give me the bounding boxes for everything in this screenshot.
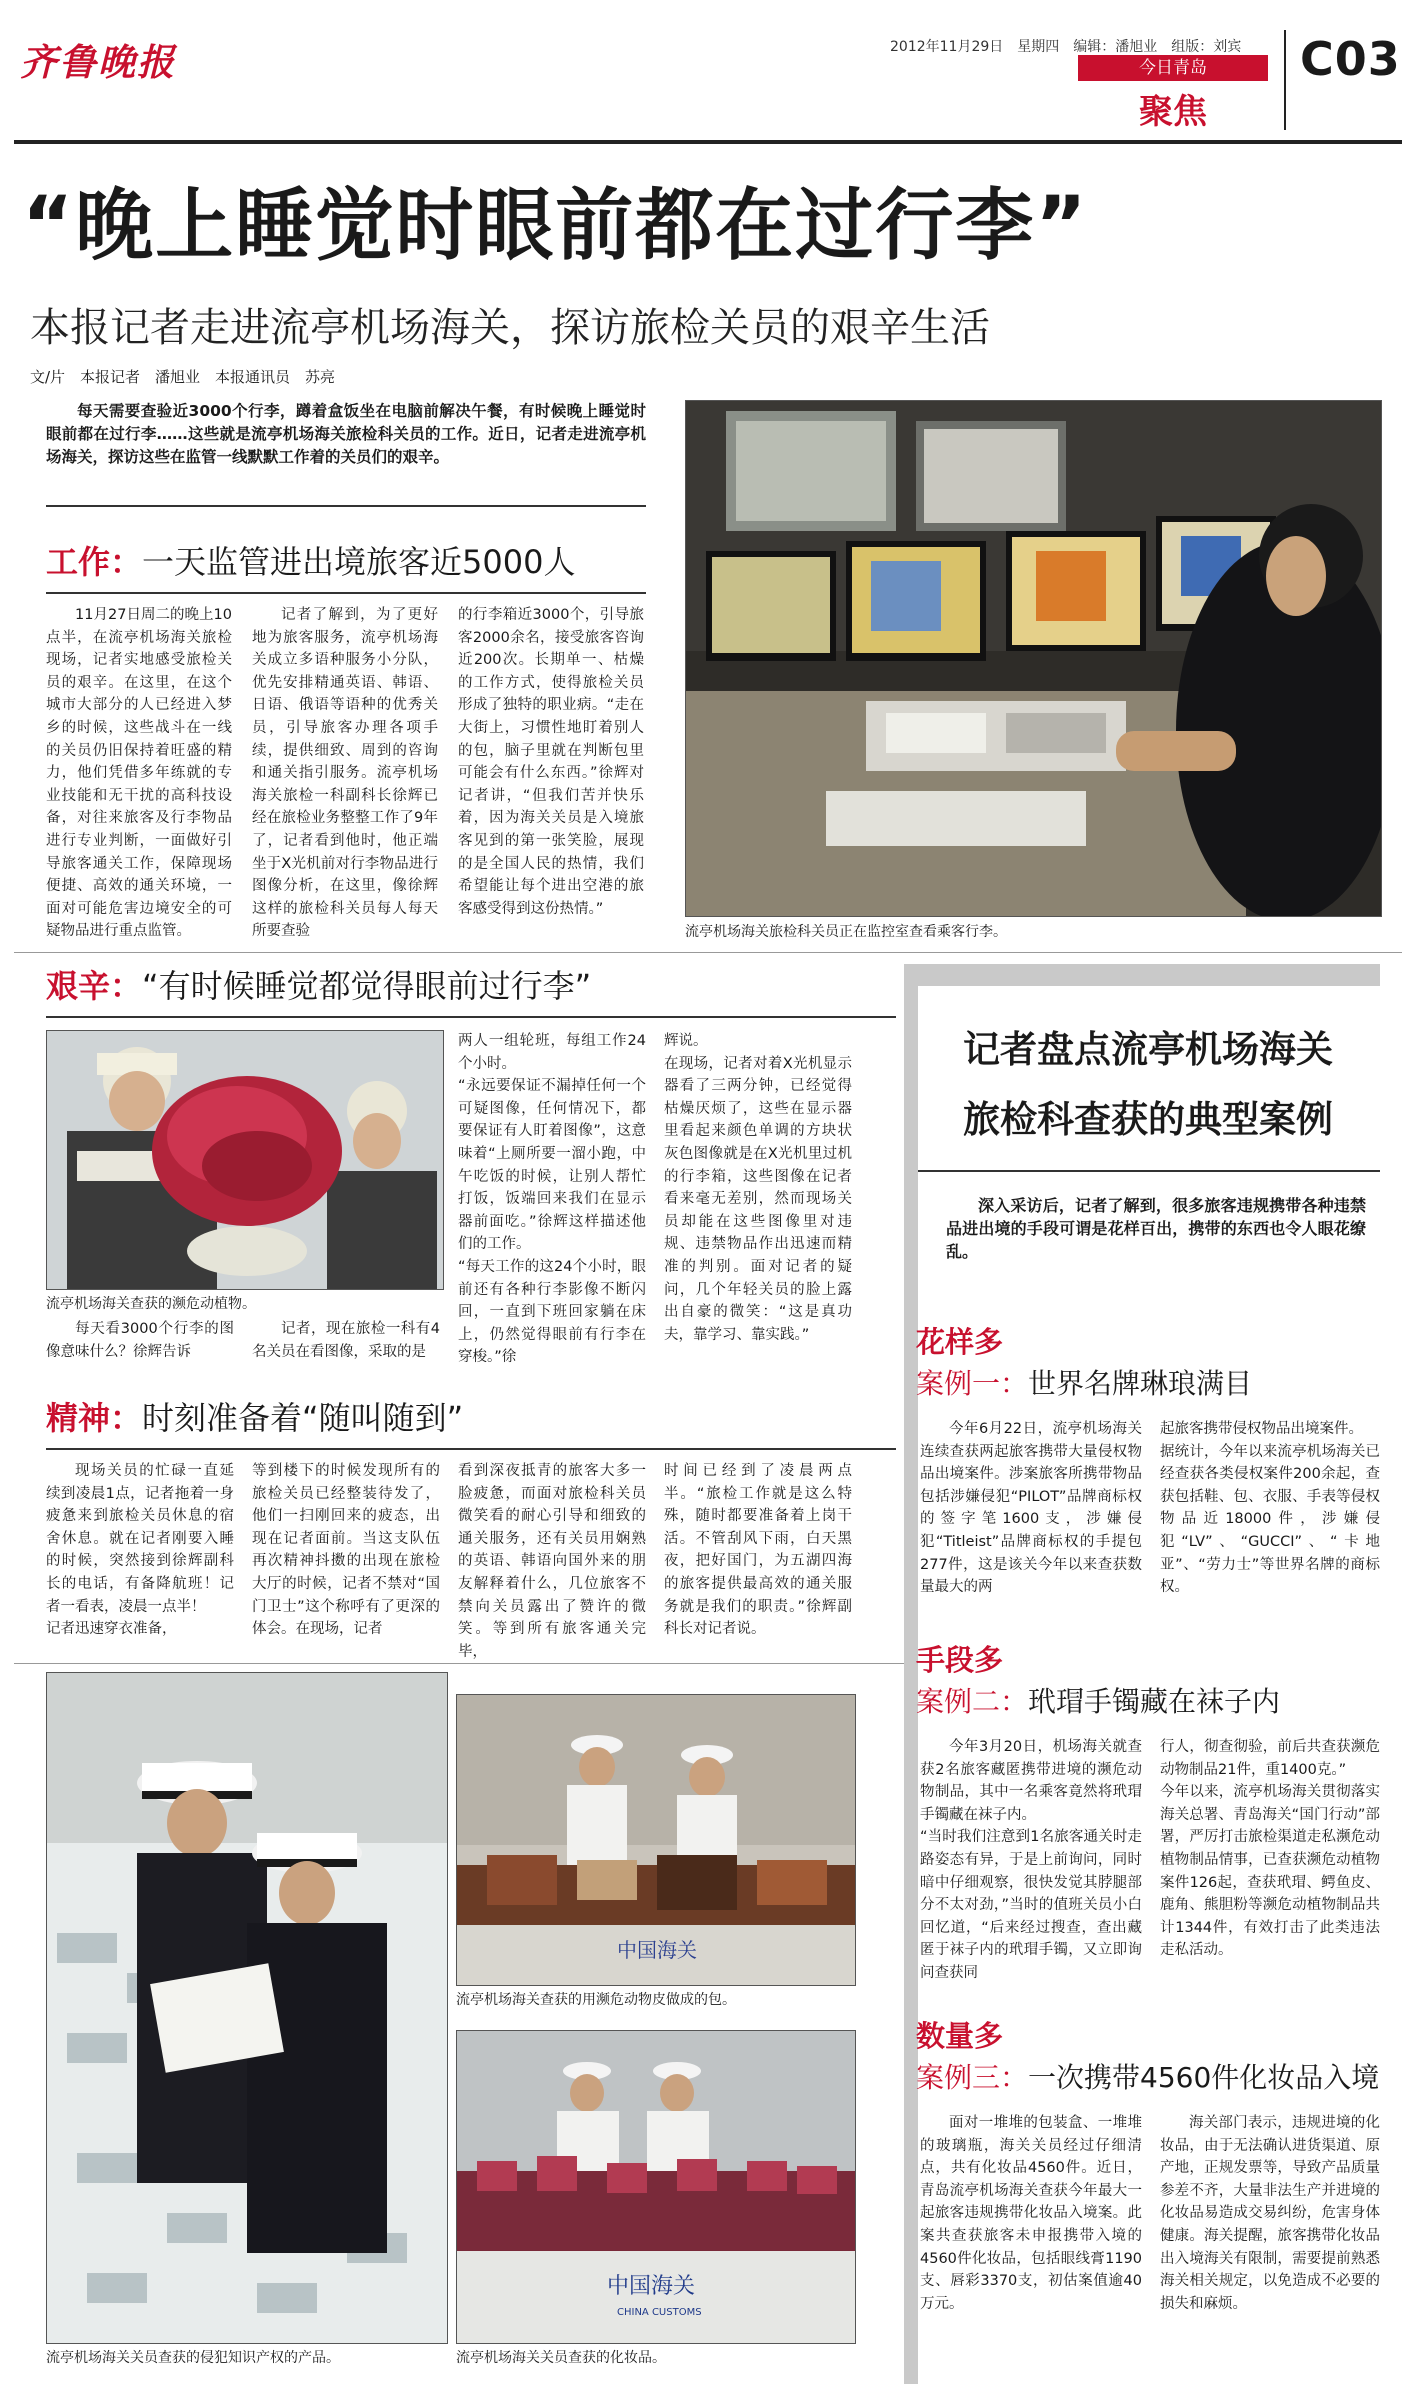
case3-heading (916, 2060, 1379, 2096)
case2-title: 玳瑁手镯藏在袜子内 (1028, 1685, 1281, 1718)
sec3-heading-label: 精神： (46, 1399, 143, 1437)
sec2-photo-caption: 流亭机场海关查获的濒危动植物。 (46, 1296, 256, 1312)
sec2-col2-tail: 记者，现在旅检一科有4名关员在看图像，采取的是 (252, 1321, 440, 1360)
sec2-col3: 两人一组轮班，每组工作24个小时。 “永远要保证不漏掉任何一个可疑图像，任何情况下，都要保证有人盯着图像”，这意味着“上厕所要一溜小跑，中午吃饭的时候，让别人帮忙打饭，饭端回来我们在显示器前面吃。”徐辉这样描述他们的工作。 “每天工作的这24个小时，眼前还有各种行李影像不断闪回，一直到下班回家躺在床上，仍然觉得眼前有行李在穿梭。”徐 (458, 1033, 646, 1366)
sec1-heading-title: 一天监管进出境旅客近5000人 (142, 543, 576, 581)
sec2-heading (46, 966, 591, 1006)
case3-col2: 海关部门表示，违规进境的化妆品，由于无法确认进货渠道、原产地，正规发票等，导致产品质量参差不齐，大量非法生产并进境的化妆品易造成交易纠纷，危害身体健康。海关提醒，旅客携带化妆品出入境海关有限制，需要提前熟悉海关相关规定，以免造成不必要的损失和麻烦。 (1160, 2115, 1380, 2312)
sec3-col2: 等到楼下的时候发现所有的旅检关员已经整装待发了，他们一扫刚回来的疲态，出现在记者面前。当这支队伍再次精神抖擞的出现在旅检大厅的时候，记者不禁对“国门卫士”这个称呼有了更深的体会。在现场，记者 (252, 1463, 440, 1638)
sec3-rule (46, 1448, 896, 1450)
sec1-heading (46, 542, 575, 582)
case2-label: 案例二： (916, 1685, 1029, 1718)
photo-xray-monitor-room-art (686, 401, 1381, 916)
photo-endangered-coral-art (47, 1031, 443, 1289)
photo-endangered-coral (46, 1030, 444, 1290)
caption-animal-skin-bags: 流亭机场海关查获的用濒危动物皮做成的包。 (456, 1992, 736, 2008)
masthead-rule (14, 140, 1402, 144)
customs-sign-2: 中国海关 (607, 2274, 696, 2299)
photo-main-caption: 流亭机场海关旅检科关员正在监控室查看乘客行李。 (685, 924, 1007, 940)
section-name: 聚焦 (1139, 92, 1207, 132)
subheadline: 本报记者走进流亭机场海关，探访旅检关员的艰辛生活 (30, 305, 990, 351)
case2-heading (916, 1684, 1280, 1720)
sec2-heading-title: “有时候睡觉都觉得眼前过行李” (142, 967, 592, 1005)
sec2-heading-label: 艰辛： (46, 967, 143, 1005)
photo-cosmetics (456, 2030, 856, 2344)
sec1-col1: 11月27日周二的晚上10点半，在流亭机场海关旅检现场，记者实地感受旅检关员的艰辛。在这里，在这个城市大部分的人已经进入梦乡的时候，这些战斗在一线的关员仍旧保持着旺盛的精力，他们凭借多年练就的专业技能和无干扰的高科技设备，对往来旅客及行李物品进行专业判断，一面做好引导旅客通关工作，保障现场便捷、高效的通关环境，一面对可能危害边境安全的可疑物品进行重点监管。 (46, 607, 232, 940)
case2-col1: 今年3月20日，机场海关就查获2名旅客藏匿携带进境的濒危动物制品，其中一名乘客竟然将玳瑁手镯藏在袜子内。 “当时我们注意到1名旅客通关时走路姿态有异，于是上前询问，同时暗中仔细观察，很快发觉其脖腿部分不太对劲，”当时的值班关员小白回忆道，“后来经过搜查，查出藏匿于袜子内的玳瑁手镯，又立即询问查获同 (920, 1739, 1142, 1981)
byline: 文/片 本报记者 潘旭业 本报通讯员 苏亮 (30, 368, 336, 386)
sec2-col4: 辉说。 在现场，记者对着X光机显示器看了三两分钟，已经觉得枯燥厌烦了，这些在显示器里看起来颜色单调的方块状灰色图像就是在X光机里过机的行李箱，这些图像在记者看来毫无差别，然而现场关员却能在这些图像里对违规、违禁物品作出迅速而精准的判别。面对记者的疑问，几个年轻关员的脸上露出自豪的微笑：“这是真功夫，靠学习、靠实践。” (664, 1033, 852, 1343)
photo-animal-skin-bags (456, 1694, 856, 1986)
sec3-heading-title: 时刻准备着“随叫随到” (142, 1399, 464, 1437)
sec3-heading (46, 1398, 463, 1438)
customs-sign-1: 中国海关 (617, 1938, 697, 1962)
sec1-col3: 的行李箱近3000个，引导旅客2000余名，接受旅客咨询近200次。长期单一、枯燥的工作方式，使得旅检关员形成了独特的职业病。“走在大街上，习惯性地盯着别人的包，脑子里就在判断包里可能会有什么东西。”徐辉对记者讲，“但我们苦并快乐着，因为海关关员是入境旅客见到的第一张笑脸，展现的是全国人民的热情，我们希望能让每个进出空港的旅客感受得到这份热情。” (458, 607, 644, 917)
sec3-col3: 看到深夜抵青的旅客大多一脸疲惫，而面对旅检科关员微笑看的耐心引导和细致的通关服务，还有关员用娴熟的英语、韩语向国外来的朋友解释着什么，几位旅客不禁向关员露出了赞许的微笑。等到所有旅客通关完毕， (458, 1463, 646, 1660)
case3-label: 案例三： (916, 2061, 1029, 2094)
date-line: 2012年11月29日 星期四 编辑：潘旭业 组版：刘宾 (890, 39, 1242, 55)
case1-heading (916, 1366, 1252, 1402)
photo-counterfeit-goods-art (47, 1673, 447, 2343)
sidebar-title-line1: 记者盘点流亭机场海关 (963, 1028, 1333, 1071)
photo-cosmetics-art (457, 2031, 855, 2343)
section-badge: 今日青岛 (1078, 55, 1268, 81)
sec1-rule (46, 592, 646, 594)
case1-label: 案例一： (916, 1367, 1029, 1400)
sec1-col2: 记者了解到，为了更好地为旅客服务，流亭机场海关成立多语种服务小分队，优先安排精通英语、韩语、日语、俄语等语种的优秀关员，引导旅客办理各项手续，提供细致、周到的咨询和通关指引服务。流亭机场海关旅检一科副科长徐辉已经在旅检业务整整工作了9年了，记者看到他时，他正端坐于X光机前对行李物品进行图像分析，在这里，像徐辉这样的旅检科关员每人每天所要查验 (252, 607, 438, 940)
sec1-bottom-rule (14, 952, 1402, 953)
case3-title: 一次携带4560件化妆品入境 (1028, 2061, 1380, 2094)
sidebar-intro: 深入采访后，记者了解到，很多旅客违规携带各种违禁品进出境的手段可谓是花样百出，携带的东西也令人眼花缭乱。 (946, 1196, 1366, 1261)
photo-counterfeit-goods (46, 1672, 448, 2344)
sec1-heading-label: 工作： (46, 543, 143, 581)
newspaper-logo: 齐鲁晚报 (20, 40, 176, 84)
caption-counterfeit-goods: 流亭机场海关关员查获的侵犯知识产权的产品。 (46, 2350, 340, 2366)
headline: “晚上睡觉时眼前都在过行李” (22, 181, 1089, 271)
sec3-col1: 现场关员的忙碌一直延续到凌晨1点，记者拖着一身疲惫来到旅检关员休息的宿舍休息。就在记者刚要入睡的时候，突然接到徐辉副科长的电话，有备降航班！记者一看表，凌晨一点半！ 记者迅速穿衣准备， (46, 1463, 234, 1638)
caption-cosmetics: 流亭机场海关关员查获的化妆品。 (456, 2350, 666, 2366)
case1-title: 世界名牌琳琅满目 (1028, 1367, 1253, 1400)
sidebar-title-rule (918, 1170, 1380, 1172)
sec3-col4: 时间已经到了凌晨两点半。“旅检工作就是这么特殊，随时都要准备着上岗干活。不管刮风下雨，白天黑夜，把好国门，为五湖四海的旅客提供最高效的通关服务就是我们的职责。”徐辉副科长对记者说。 (664, 1463, 852, 1638)
page-number-divider (1284, 30, 1286, 130)
sidebar-tag-3: 数量多 (916, 2019, 1004, 2053)
case2-col2: 行人，彻查彻验，前后共查获濒危动物制品21件，重1400克。” 今年以来，流亭机场海关贯彻落实海关总署、青岛海关“国门行动”部署，严厉打击旅检渠道走私濒危动植物制品情事，已查获濒危动植物案件126起，查获玳瑁、鳄鱼皮、鹿角、熊胆粉等濒危动植物制品共计1344件，有效打击了此类违法走私活动。 (1160, 1739, 1380, 1959)
photo-xray-monitor-room (685, 400, 1382, 917)
sidebar-tag-2: 手段多 (916, 1643, 1004, 1677)
sidebar-title-line2: 旅检科查获的典型案例 (963, 1098, 1333, 1141)
case1-col2: 起旅客携带侵权物品出境案件。 据统计，今年以来流亭机场海关已经查获各类侵权案件200余起，查获包括鞋、包、衣服、手表等侵权物品近18000件，涉嫌侵犯“LV”、“GUCCI”、“卡地亚”、“劳力士”等世界名牌的商标权。 (1160, 1421, 1380, 1596)
case1-col1: 今年6月22日，流亭机场海关连续查获两起旅客携带大量侵权物品出境案件。涉案旅客所携带物品包括涉嫌侵犯“PILOT”品牌商标权的签字笔1600支，涉嫌侵犯“Titleist”品牌商标权的手提包277件，这是该关今年以来查获数量最大的两 (920, 1421, 1142, 1596)
sidebar-top-bar (904, 964, 1380, 986)
customs-sign-2-en: CHINA CUSTOMS (617, 2307, 702, 2318)
lead-paragraph: 每天需要查验近3000个行李，蹲着盒饭坐在电脑前解决午餐，有时候晚上睡觉时眼前都在过行李……这些就是流亭机场海关旅检科关员的工作。近日，记者走进流亭机场海关，探访这些在监管一线默默工作着的关员们的艰辛。 (46, 402, 646, 466)
case3-col1: 面对一堆堆的包装盒、一堆堆的玻璃瓶，海关关员经过仔细清点，共有化妆品4560件。近日，青岛流亭机场海关查获今年最大一起旅客违规携带化妆品入境案。此案共查获旅客未申报携带入境的4560件化妆品，包括眼线膏1190支、唇彩3370支，初估案值逾40万元。 (920, 2115, 1142, 2312)
sec2-rule (46, 1016, 896, 1018)
lead-rule (46, 505, 646, 507)
sec2-col1-tail: 每天看3000个行李的图像意味什么？徐辉告诉 (46, 1321, 234, 1360)
sec3-bottom-rule (14, 1663, 904, 1664)
page-number: C03 (1300, 32, 1401, 86)
sidebar-tag-1: 花样多 (916, 1325, 1004, 1359)
photo-animal-skin-bags-art (457, 1695, 855, 1985)
